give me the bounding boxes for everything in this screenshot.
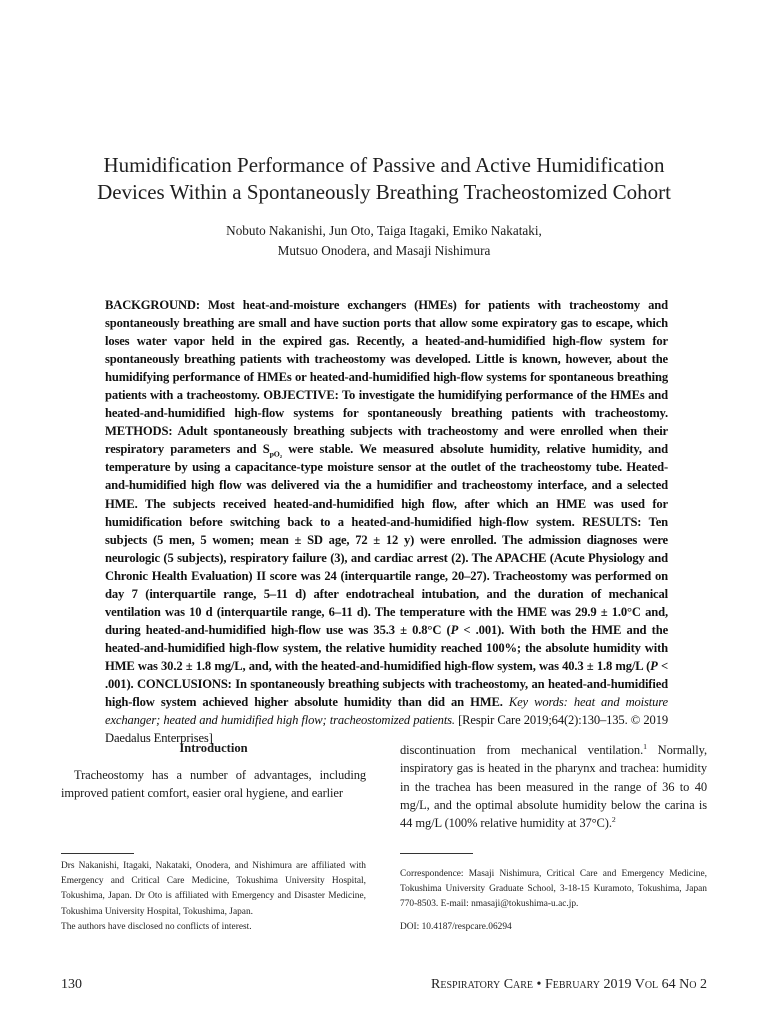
introduction-left-text: Tracheostomy has a number of advantages, including improved patient comfort, easier oral hygiene, and earlier [61,768,366,801]
abstract-text-1: BACKGROUND: Most heat-and-moisture exchangers (HMEs) for patients with tracheostomy and spontaneously breathing are small and have suction ports that allow some expiratory gas to escape, which loses water vapor held in the expired gas. Recently, a heated-and-humidified high-flow system for spontaneously breathing patients with tracheostomy was developed. Little is known, however, about the humidifying performance of HMEs or heated-and-humidified high-flow systems for spontaneous breathing patients with a tracheostomy. OBJECTIVE: To investigate the humidifying performance of the HMEs and heated-and-humidified high-flow systems for spontaneously breathing patients with tracheostomy. METHODS: Adult spontaneously breathing subjects with tracheostomy and were enrolled when their respiratory parameters and S [105,298,668,457]
page-number: 130 [61,977,82,992]
journal-running-footer [431,977,707,993]
conflict-footnote: The authors have disclosed no conflicts of interest. [61,922,252,932]
abstract [105,296,668,747]
intro-right-part-1: discontinuation from mechanical ventilation. [400,743,644,757]
authors-line-1: Nobuto Nakanishi, Jun Oto, Taiga Itagaki, Emiko Nakataki, [226,223,542,238]
reference-2[interactable]: 2 [611,815,616,825]
introduction-heading: Introduction [179,741,248,755]
correspondence-footnote: Correspondence: Masaji Nishimura, Critical Care and Emergency Medicine, Tokushima University Graduate School, 3-18-15 Kuramoto, Tokushima, Japan 770-8503. E-mail: nmasaji@tokushima-u.ac.jp. [400,869,707,910]
authors-line-2: Mutsuo Onodera, and Masaji Nishimura [277,243,491,258]
abstract-text-3: < .001). With both the HME and the heated-and-humidified high-flow system, the relative humidity reached 100%; the absolute humidity with HME was 30.2 ± 1.8 mg/L, and, with the heated-and-humidified high-flow system, was 40.3 ± 1.8 mg/L ( [105,622,669,673]
affiliation-footnote: Drs Nakanishi, Itagaki, Nakataki, Onodera, and Nishimura are affiliated with Emergency and Critical Care Medicine, Tokushima University Hospital, Tokushima, Japan. Dr Oto is affiliated with Emergency and Disaster Medicine, Tokushima University Hospital, Tokushima, Japan. [61,861,366,917]
footnote-divider-left [61,853,134,854]
spo2-subscript: pO₂ [269,449,282,459]
keywords: Key words: heat and moisture exchanger; heated and humidified high flow; tracheostomized patients. [105,695,668,728]
journal-name: Respiratory Care [431,977,534,992]
footer-bullet: • [536,977,542,992]
intro-right-part-2: Normally, inspiratory gas is heated in the pharynx and trachea: humidity in the trachea has been measured in the range of 36 to 40 mg/L, and the optimal absolute humidity below the carina is 44 mg/L (100% relative humidity at 37°C). [400,743,707,831]
reference-1[interactable]: 1 [643,741,647,751]
journal-issue: February 2019 Vol 64 No 2 [544,977,707,992]
p-value-symbol-1: P [450,622,459,637]
author-list [40,221,728,261]
citation: [Respir Care 2019;64(2):130–135. © 2019 Daedalus Enterprises] [105,713,668,746]
doi-footnote: DOI: 10.4187/respcare.06294 [400,922,512,932]
p-value-symbol-2: P [650,658,658,673]
introduction-right-text [400,741,707,832]
article-title [40,152,728,206]
title-line-2: Devices Within a Spontaneously Breathing Tracheostomized Cohort [97,180,671,204]
abstract-text-4: < .001). CONCLUSIONS: In spontaneously breathing subjects with tracheostomy, an heated-and-humidified high-flow system achieved higher absolute humidity than did an HME. [105,658,668,710]
abstract-text-2: were stable. We measured absolute humidity, relative humidity, and temperature by using a capacitance-type moisture sensor at the outlet of the tracheostomy tube. Heated-and-humidified high flow was delivered via the a humidifier and tracheostomy interface, and a selected HME. The subjects received heated-and-humidified high flow, after which an HME was used for humidification before switching back to a heated-and-humidified high-flow system. RESULTS: Ten subjects (5 men, 5 women; mean ± SD age, 72 ± 12 y) were enrolled. The admission diagnoses were neurologic (5 subjects), respiratory failure (3), and cardiac arrest (2). The APACHE (Acute Physiology and Chronic Health Evaluation) II score was 24 (interquartile range, 20–27). Tracheostomy was performed on day 7 (interquartile range, 5–11 d) after endotracheal intubation, and the duration of mechanical ventilation was 10 d (interquartile range, 6–11 d). The temperature with the HME was 29.9 ± 1.0°C and, during heated-and-humidified high-flow use was 35.3 ± 0.8°C ( [105,442,668,637]
footnote-divider-right [400,853,473,854]
title-line-1: Humidification Performance of Passive and Active Humidification [103,153,665,177]
